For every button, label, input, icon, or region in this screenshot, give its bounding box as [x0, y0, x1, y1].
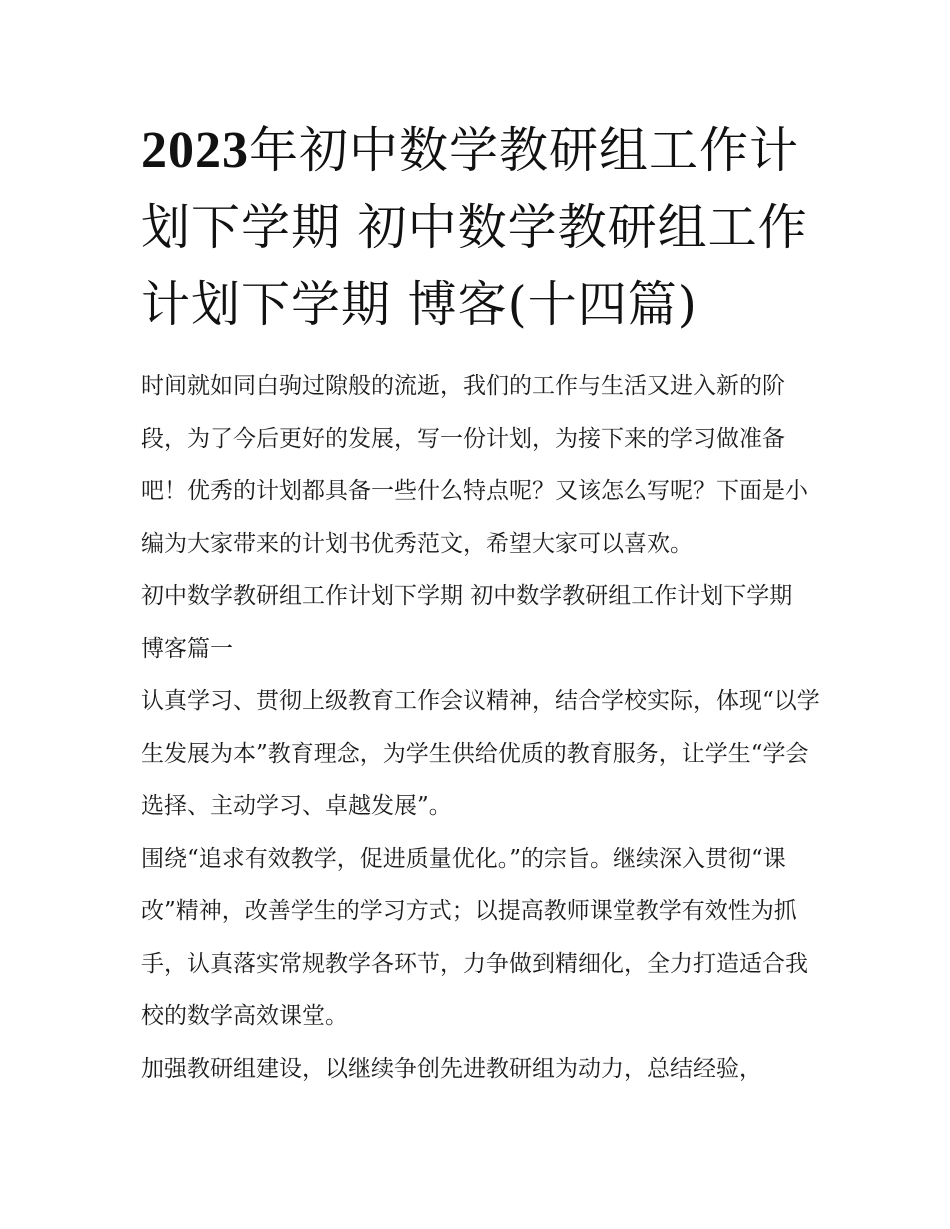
title-year: 2023 — [141, 122, 249, 179]
section-heading: 初中数学教研组工作计划下学期 初中数学教研组工作计划下学期 博客篇一 — [141, 583, 793, 662]
document-title — [141, 112, 821, 343]
title-text: 年初中数学教研组工作计划下学期 初中数学教研组工作计划下学期 博客(十四篇) — [141, 122, 808, 333]
paragraph-intro: 时间就如同白驹过隙般的流逝，我们的工作与生活又进入新的阶段，为了今后更好的发展，写一份计划，为接下来的学习做准备吧！优秀的计划都具备一些什么特点呢？又该怎么写呢？下面是小编为大家带来的计划书优秀范文，希望大家可以喜欢。 — [141, 373, 808, 557]
paragraph-1: 认真学习、贯彻上级教育工作会议精神，结合学校实际，体现“以学生发展为本”教育理念，为学生供给优质的教育服务，让学生“学会选择、主动学习、卓越发展”。 — [141, 688, 820, 819]
paragraph-3: 加强教研组建设，以继续争创先进教研组为动力，总结经验， — [141, 1055, 762, 1082]
document-content — [141, 112, 821, 1095]
document-body — [141, 360, 821, 1095]
paragraph-2: 围绕“追求有效教学，促进质量优化。”的宗旨。继续深入贯彻“课改”精神，改善学生的学习方式；以提高教师课堂教学有效性为抓手，认真落实常规教学各环节，力争做到精细化，全力打造适合我校的数学高效课堂。 — [141, 845, 808, 1029]
